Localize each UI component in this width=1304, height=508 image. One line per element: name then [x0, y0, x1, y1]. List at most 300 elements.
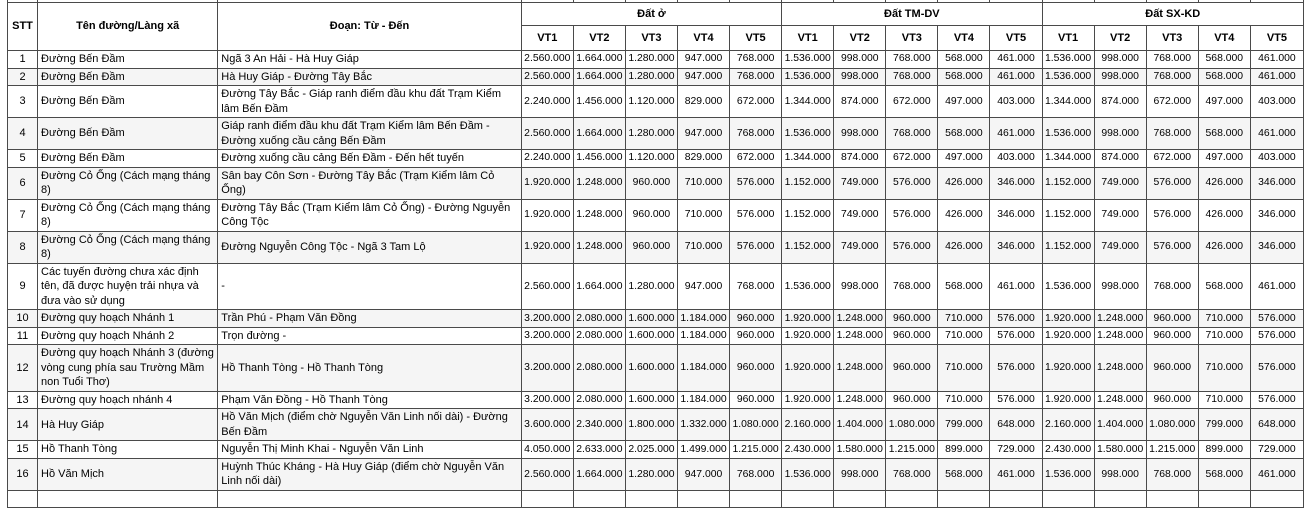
price-cell: 768.000	[730, 458, 782, 490]
price-cell: 710.000	[938, 345, 990, 392]
price-cell: 749.000	[1094, 167, 1146, 199]
col-header-dat-tmdv-vt2: VT2	[834, 26, 886, 51]
price-cell: 960.000	[886, 327, 938, 345]
price-cell: 710.000	[1198, 345, 1250, 392]
price-cell: 461.000	[990, 263, 1042, 310]
clipped-cell	[1198, 490, 1250, 507]
price-cell: 960.000	[1146, 345, 1198, 392]
price-cell: 960.000	[730, 345, 782, 392]
price-cell: 799.000	[1198, 409, 1250, 441]
price-cell: 1.248.000	[834, 391, 886, 409]
section-cell: Hồ Thanh Tòng - Hồ Thanh Tòng	[218, 345, 521, 392]
price-cell: 960.000	[730, 310, 782, 328]
price-cell: 960.000	[625, 231, 677, 263]
price-cell: 568.000	[1198, 458, 1250, 490]
section-cell: Trần Phú - Phạm Văn Đồng	[218, 310, 521, 328]
col-header-street: Tên đường/Làng xã	[38, 3, 218, 51]
table-row	[8, 118, 1304, 150]
price-cell: 1.248.000	[1094, 345, 1146, 392]
price-cell: 1.600.000	[625, 391, 677, 409]
stt-cell: 15	[8, 441, 38, 459]
price-cell: 2.240.000	[521, 150, 573, 168]
price-cell: 1.536.000	[1042, 263, 1094, 310]
price-cell: 346.000	[1250, 231, 1303, 263]
price-cell: 710.000	[677, 199, 729, 231]
price-cell: 768.000	[886, 51, 938, 69]
price-cell: 768.000	[730, 51, 782, 69]
price-cell: 874.000	[1094, 150, 1146, 168]
col-header-dat-sxkd-vt2: VT2	[1094, 26, 1146, 51]
price-cell: 576.000	[1146, 167, 1198, 199]
price-cell: 1.152.000	[782, 199, 834, 231]
price-cell: 1.536.000	[1042, 51, 1094, 69]
price-cell: 998.000	[1094, 68, 1146, 86]
price-cell: 768.000	[886, 68, 938, 86]
section-cell: Đường Tây Bắc - Giáp ranh điểm đầu khu đất Trạm Kiểm lâm Bến Đầm	[218, 86, 521, 118]
price-cell: 1.344.000	[1042, 86, 1094, 118]
stt-cell: 5	[8, 150, 38, 168]
price-cell: 576.000	[886, 231, 938, 263]
price-cell: 426.000	[1198, 167, 1250, 199]
price-cell: 1.215.000	[1146, 441, 1198, 459]
price-cell: 576.000	[1250, 345, 1303, 392]
price-cell: 672.000	[730, 86, 782, 118]
price-cell: 576.000	[730, 199, 782, 231]
price-cell: 672.000	[886, 150, 938, 168]
price-cell: 1.120.000	[625, 150, 677, 168]
section-cell: Giáp ranh điểm đầu khu đất Trạm Kiểm lâm Bến Đầm - Đường xuống cầu cảng Bến Đầm	[218, 118, 521, 150]
price-cell: 2.080.000	[573, 327, 625, 345]
stt-cell: 3	[8, 86, 38, 118]
price-cell: 749.000	[1094, 199, 1146, 231]
price-cell: 710.000	[1198, 391, 1250, 409]
price-cell: 960.000	[730, 327, 782, 345]
price-cell: 829.000	[677, 150, 729, 168]
price-cell: 1.664.000	[573, 263, 625, 310]
price-cell: 461.000	[1250, 458, 1303, 490]
price-cell: 568.000	[1198, 118, 1250, 150]
price-cell: 2.560.000	[521, 458, 573, 490]
price-cell: 1.600.000	[625, 327, 677, 345]
clipped-cell	[625, 490, 677, 507]
price-cell: 899.000	[938, 441, 990, 459]
table-row	[8, 441, 1304, 459]
price-cell: 998.000	[1094, 458, 1146, 490]
price-cell: 749.000	[834, 231, 886, 263]
stt-cell: 9	[8, 263, 38, 310]
clipped-cell	[1042, 490, 1094, 507]
price-cell: 768.000	[886, 458, 938, 490]
price-cell: 576.000	[1146, 199, 1198, 231]
street-cell: Đường quy hoạch Nhánh 1	[38, 310, 218, 328]
price-cell: 960.000	[730, 391, 782, 409]
price-cell: 1.248.000	[573, 231, 625, 263]
stt-cell: 12	[8, 345, 38, 392]
price-cell: 1.664.000	[573, 68, 625, 86]
group-header-dat-o: Đất ở	[521, 3, 781, 26]
stt-cell: 10	[8, 310, 38, 328]
col-header-dat-o-vt3: VT3	[625, 26, 677, 51]
table-row	[8, 199, 1304, 231]
clipped-cell	[677, 490, 729, 507]
price-cell: 1.536.000	[782, 68, 834, 86]
price-cell: 2.160.000	[782, 409, 834, 441]
price-cell: 1.280.000	[625, 118, 677, 150]
price-cell: 1.920.000	[521, 231, 573, 263]
price-cell: 1.920.000	[521, 199, 573, 231]
price-cell: 1.580.000	[1094, 441, 1146, 459]
price-cell: 829.000	[677, 86, 729, 118]
price-cell: 497.000	[1198, 86, 1250, 118]
price-cell: 461.000	[1250, 118, 1303, 150]
price-cell: 947.000	[677, 263, 729, 310]
price-cell: 1.456.000	[573, 150, 625, 168]
section-cell: Hà Huy Giáp - Đường Tây Bắc	[218, 68, 521, 86]
price-cell: 1.120.000	[625, 86, 677, 118]
price-cell: 768.000	[730, 118, 782, 150]
table-header	[8, 0, 1304, 51]
price-cell: 497.000	[938, 150, 990, 168]
price-cell: 576.000	[1250, 391, 1303, 409]
clipped-cell	[834, 490, 886, 507]
price-cell: 1.600.000	[625, 345, 677, 392]
price-cell: 672.000	[886, 86, 938, 118]
price-cell: 1.215.000	[886, 441, 938, 459]
price-cell: 568.000	[938, 51, 990, 69]
price-cell: 403.000	[990, 86, 1042, 118]
street-cell: Hà Huy Giáp	[38, 409, 218, 441]
price-cell: 749.000	[1094, 231, 1146, 263]
price-cell: 576.000	[990, 327, 1042, 345]
col-header-section: Đoạn: Từ - Đến	[218, 3, 521, 51]
street-cell: Đường Bến Đầm	[38, 150, 218, 168]
price-cell: 1.920.000	[1042, 327, 1094, 345]
street-cell: Đường quy hoạch Nhánh 2	[38, 327, 218, 345]
price-cell: 1.248.000	[573, 199, 625, 231]
price-cell: 2.080.000	[573, 310, 625, 328]
clipped-cell	[1094, 490, 1146, 507]
price-cell: 576.000	[1250, 310, 1303, 328]
price-cell: 346.000	[990, 199, 1042, 231]
price-cell: 998.000	[1094, 51, 1146, 69]
stt-cell: 11	[8, 327, 38, 345]
price-cell: 960.000	[1146, 391, 1198, 409]
price-cell: 672.000	[730, 150, 782, 168]
price-cell: 1.580.000	[834, 441, 886, 459]
clipped-cell	[38, 490, 218, 507]
price-cell: 1.920.000	[782, 345, 834, 392]
section-cell: Ngã 3 An Hải - Hà Huy Giáp	[218, 51, 521, 69]
land-price-table	[7, 0, 1304, 508]
price-cell: 1.280.000	[625, 263, 677, 310]
price-cell: 1.456.000	[573, 86, 625, 118]
street-cell: Các tuyến đường chưa xác định tên, đã được huyện trải nhựa và đưa vào sử dụng	[38, 263, 218, 310]
price-cell: 1.248.000	[834, 345, 886, 392]
street-cell: Đường quy hoạch nhánh 4	[38, 391, 218, 409]
table-row	[8, 327, 1304, 345]
price-cell: 1.536.000	[1042, 118, 1094, 150]
price-cell: 568.000	[1198, 68, 1250, 86]
clipped-cell	[990, 490, 1042, 507]
price-cell: 960.000	[625, 199, 677, 231]
table-row	[8, 409, 1304, 441]
price-cell: 576.000	[886, 199, 938, 231]
price-cell: 729.000	[1250, 441, 1303, 459]
section-cell: Đường Tây Bắc (Trạm Kiểm lâm Cỏ Ống) - Đường Nguyễn Công Tộc	[218, 199, 521, 231]
table-row	[8, 458, 1304, 490]
section-cell: Trọn đường -	[218, 327, 521, 345]
price-cell: 998.000	[834, 51, 886, 69]
price-cell: 1.184.000	[677, 345, 729, 392]
price-cell: 2.633.000	[573, 441, 625, 459]
price-cell: 2.430.000	[782, 441, 834, 459]
table-row	[8, 51, 1304, 69]
price-cell: 768.000	[730, 263, 782, 310]
price-cell: 1.536.000	[782, 263, 834, 310]
price-cell: 461.000	[990, 118, 1042, 150]
price-cell: 1.404.000	[1094, 409, 1146, 441]
price-cell: 799.000	[938, 409, 990, 441]
price-cell: 899.000	[1198, 441, 1250, 459]
clipped-cell	[8, 490, 38, 507]
price-cell: 461.000	[1250, 51, 1303, 69]
group-header-dat-sxkd: Đất SX-KD	[1042, 3, 1303, 26]
price-cell: 2.080.000	[573, 345, 625, 392]
table-body	[8, 51, 1304, 508]
price-cell: 1.152.000	[782, 167, 834, 199]
price-cell: 3.200.000	[521, 327, 573, 345]
price-cell: 1.152.000	[1042, 231, 1094, 263]
section-cell: -	[218, 263, 521, 310]
price-cell: 1.184.000	[677, 327, 729, 345]
table-row	[8, 231, 1304, 263]
price-cell: 2.160.000	[1042, 409, 1094, 441]
price-cell: 1.536.000	[1042, 68, 1094, 86]
price-cell: 576.000	[1146, 231, 1198, 263]
price-cell: 1.332.000	[677, 409, 729, 441]
col-header-dat-o-vt4: VT4	[677, 26, 729, 51]
price-cell: 672.000	[1146, 150, 1198, 168]
price-cell: 998.000	[1094, 263, 1146, 310]
street-cell: Hồ Văn Mịch	[38, 458, 218, 490]
group-header-row	[8, 3, 1304, 26]
price-cell: 426.000	[938, 167, 990, 199]
price-cell: 461.000	[1250, 68, 1303, 86]
price-cell: 568.000	[1198, 51, 1250, 69]
price-cell: 710.000	[677, 167, 729, 199]
price-cell: 426.000	[1198, 199, 1250, 231]
table-row	[8, 68, 1304, 86]
table-row	[8, 391, 1304, 409]
price-cell: 768.000	[886, 263, 938, 310]
price-cell: 3.200.000	[521, 345, 573, 392]
price-cell: 497.000	[938, 86, 990, 118]
price-cell: 1.080.000	[730, 409, 782, 441]
price-cell: 568.000	[1198, 263, 1250, 310]
price-cell: 1.664.000	[573, 51, 625, 69]
col-header-dat-o-vt5: VT5	[730, 26, 782, 51]
clipped-cell	[730, 490, 782, 507]
price-cell: 1.248.000	[834, 310, 886, 328]
price-cell: 1.248.000	[573, 167, 625, 199]
price-cell: 710.000	[1198, 327, 1250, 345]
price-cell: 426.000	[1198, 231, 1250, 263]
price-cell: 2.560.000	[521, 68, 573, 86]
price-cell: 947.000	[677, 51, 729, 69]
clipped-cell	[782, 490, 834, 507]
price-cell: 461.000	[990, 68, 1042, 86]
price-cell: 576.000	[886, 167, 938, 199]
price-cell: 461.000	[990, 51, 1042, 69]
street-cell: Đường Bến Đầm	[38, 86, 218, 118]
col-header-dat-tmdv-vt4: VT4	[938, 26, 990, 51]
price-cell: 1.344.000	[782, 150, 834, 168]
price-cell: 710.000	[1198, 310, 1250, 328]
street-cell: Hồ Thanh Tòng	[38, 441, 218, 459]
stt-cell: 1	[8, 51, 38, 69]
stt-cell: 8	[8, 231, 38, 263]
price-cell: 768.000	[730, 68, 782, 86]
col-header-dat-sxkd-vt4: VT4	[1198, 26, 1250, 51]
price-cell: 960.000	[625, 167, 677, 199]
price-cell: 576.000	[730, 231, 782, 263]
price-cell: 3.600.000	[521, 409, 573, 441]
stt-cell: 16	[8, 458, 38, 490]
price-cell: 648.000	[990, 409, 1042, 441]
price-cell: 576.000	[990, 310, 1042, 328]
street-cell: Đường Bến Đầm	[38, 51, 218, 69]
price-cell: 4.050.000	[521, 441, 573, 459]
clipped-cell	[938, 490, 990, 507]
price-cell: 1.600.000	[625, 310, 677, 328]
col-header-stt: STT	[8, 3, 38, 51]
price-cell: 768.000	[1146, 118, 1198, 150]
price-cell: 1.664.000	[573, 118, 625, 150]
price-cell: 960.000	[886, 391, 938, 409]
price-cell: 998.000	[834, 458, 886, 490]
stt-cell: 2	[8, 68, 38, 86]
price-cell: 1.184.000	[677, 310, 729, 328]
price-cell: 768.000	[1146, 68, 1198, 86]
price-cell: 1.184.000	[677, 391, 729, 409]
col-header-dat-o-vt2: VT2	[573, 26, 625, 51]
price-cell: 749.000	[834, 199, 886, 231]
col-header-dat-sxkd-vt5: VT5	[1250, 26, 1303, 51]
price-cell: 2.080.000	[573, 391, 625, 409]
price-cell: 960.000	[1146, 310, 1198, 328]
price-cell: 346.000	[990, 231, 1042, 263]
price-cell: 461.000	[990, 458, 1042, 490]
price-cell: 1.248.000	[1094, 310, 1146, 328]
price-cell: 1.152.000	[1042, 199, 1094, 231]
price-cell: 346.000	[990, 167, 1042, 199]
price-cell: 576.000	[1250, 327, 1303, 345]
street-cell: Đường quy hoạch Nhánh 3 (đường vòng cung phía sau Trường Mầm non Tuổi Thơ)	[38, 345, 218, 392]
price-cell: 3.200.000	[521, 391, 573, 409]
price-cell: 998.000	[834, 263, 886, 310]
clipped-cell	[521, 490, 573, 507]
price-cell: 426.000	[938, 231, 990, 263]
street-cell: Đường Bến Đầm	[38, 118, 218, 150]
price-cell: 576.000	[730, 167, 782, 199]
price-cell: 947.000	[677, 458, 729, 490]
stt-cell: 4	[8, 118, 38, 150]
section-cell: Đường xuống cầu cảng Bến Đầm - Đến hết tuyến	[218, 150, 521, 168]
price-cell: 2.340.000	[573, 409, 625, 441]
price-cell: 710.000	[938, 310, 990, 328]
col-header-dat-tmdv-vt1: VT1	[782, 26, 834, 51]
price-cell: 1.920.000	[521, 167, 573, 199]
price-cell: 1.536.000	[782, 458, 834, 490]
price-cell: 1.536.000	[782, 51, 834, 69]
price-cell: 1.215.000	[730, 441, 782, 459]
price-cell: 3.200.000	[521, 310, 573, 328]
price-cell: 874.000	[1094, 86, 1146, 118]
price-cell: 768.000	[1146, 263, 1198, 310]
stt-cell: 13	[8, 391, 38, 409]
price-cell: 576.000	[990, 391, 1042, 409]
price-cell: 568.000	[938, 263, 990, 310]
col-header-dat-sxkd-vt1: VT1	[1042, 26, 1094, 51]
table-row	[8, 167, 1304, 199]
price-cell: 1.280.000	[625, 458, 677, 490]
section-cell: Đường Nguyễn Công Tộc - Ngã 3 Tam Lộ	[218, 231, 521, 263]
section-cell: Hồ Văn Mịch (điểm chờ Nguyễn Văn Linh nối dài) - Đường Bến Đầm	[218, 409, 521, 441]
price-cell: 998.000	[834, 118, 886, 150]
price-cell: 1.344.000	[1042, 150, 1094, 168]
price-cell: 1.280.000	[625, 51, 677, 69]
price-cell: 1.404.000	[834, 409, 886, 441]
stt-cell: 7	[8, 199, 38, 231]
price-cell: 998.000	[834, 68, 886, 86]
table-row	[8, 263, 1304, 310]
price-cell: 346.000	[1250, 199, 1303, 231]
price-cell: 1.920.000	[782, 327, 834, 345]
price-cell: 672.000	[1146, 86, 1198, 118]
price-cell: 1.152.000	[782, 231, 834, 263]
price-cell: 1.920.000	[1042, 310, 1094, 328]
price-cell: 710.000	[938, 391, 990, 409]
price-cell: 960.000	[886, 310, 938, 328]
price-cell: 768.000	[1146, 458, 1198, 490]
price-cell: 1.248.000	[1094, 391, 1146, 409]
price-cell: 1.280.000	[625, 68, 677, 86]
price-cell: 960.000	[886, 345, 938, 392]
price-cell: 403.000	[990, 150, 1042, 168]
price-cell: 1.920.000	[1042, 391, 1094, 409]
section-cell: Phạm Văn Đồng - Hồ Thanh Tòng	[218, 391, 521, 409]
clipped-cell	[573, 490, 625, 507]
section-cell: Sân bay Côn Sơn - Đường Tây Bắc (Trạm Kiểm lâm Cỏ Ống)	[218, 167, 521, 199]
price-cell: 1.800.000	[625, 409, 677, 441]
price-cell: 576.000	[990, 345, 1042, 392]
price-cell: 710.000	[677, 231, 729, 263]
price-cell: 2.560.000	[521, 118, 573, 150]
street-cell: Đường Bến Đầm	[38, 68, 218, 86]
table-row	[8, 86, 1304, 118]
price-cell: 461.000	[1250, 263, 1303, 310]
price-cell: 1.248.000	[834, 327, 886, 345]
price-cell: 346.000	[1250, 167, 1303, 199]
price-cell: 568.000	[938, 118, 990, 150]
group-header-dat-tmdv: Đất TM-DV	[782, 3, 1042, 26]
price-cell: 2.560.000	[521, 263, 573, 310]
table-row	[8, 345, 1304, 392]
section-cell: Nguyễn Thị Minh Khai - Nguyễn Văn Linh	[218, 441, 521, 459]
clipped-row-bottom	[8, 490, 1304, 507]
price-cell: 1.152.000	[1042, 167, 1094, 199]
price-cell: 1.920.000	[782, 310, 834, 328]
